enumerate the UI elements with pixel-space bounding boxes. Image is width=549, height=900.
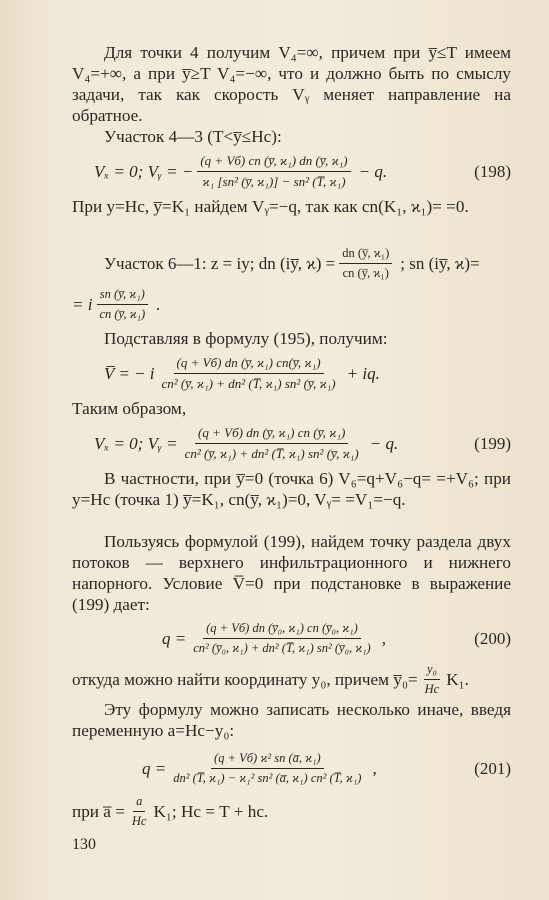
eq199-tail: − q.: [369, 433, 399, 453]
eq201-lhs: q =: [142, 758, 167, 778]
eq198-lhs: Vₓ = 0; Vᵧ = −: [94, 161, 194, 181]
equation-v-bar: [104, 355, 511, 392]
sn-continuation-end: .: [156, 294, 161, 314]
eqV-tail: + iq.: [346, 363, 380, 383]
section-heading-4-3: Участок 4—3 (T<y̅≤Hс):: [104, 127, 282, 146]
section-6-1-lead: Участок 6—1: z = iy; dn (iy̅, ϰ) =: [104, 253, 336, 273]
equation-201: [142, 751, 511, 786]
eq198-tail: − q.: [358, 161, 388, 181]
eq201-number: (201): [474, 758, 511, 778]
coordinate-end: K₁.: [446, 669, 469, 689]
eq201-fraction: [170, 751, 364, 786]
paragraph-coordinate: [72, 662, 511, 697]
eq199-lhs: Vₓ = 0; Vᵧ =: [94, 433, 178, 453]
eq201-numerator: (q + Vб) ϰ² sn (a̅, ϰ₁): [211, 751, 324, 769]
eqV-lhs: V̅ = − i: [104, 363, 155, 383]
dn-fraction-den: cn (y̅, ϰ₁): [342, 266, 389, 280]
eq198-denominator: ϰ₁ [sn² (y̅, ϰ₁)] − sn² (T̅, ϰ₁): [202, 174, 346, 189]
paragraph-point-4: Для точки 4 получим V₄=∞, причем при y̅≤T имеем V₄=+∞, а при y̅≥T V₄=−∞, что и должно быть по смыслу задачи, так как скорость Vᵧ меняет направление на обратное.: [72, 43, 511, 125]
eq198-numerator: (q + Vб) cn (y̅, ϰ₁) dn (y̅, ϰ₁): [197, 153, 350, 172]
equation-199: [94, 425, 511, 462]
paragraph-in-particular: В частности, при y̅=0 (точка 6) V₆=q+V₆−q= =+V₆; при y=Hс (точка 1) y̅=K₁, cn(y̅, ϰ₁)=0, Vᵧ= =V₁=−q.: [72, 469, 511, 509]
paragraph-at-hc: При y=Hс, y̅=K₁ найдем Vᵧ=−q, так как cn(K₁, ϰ₁)= =0.: [72, 197, 469, 216]
sn-continuation-lead: = i: [72, 294, 93, 314]
eq199-fraction: [182, 425, 362, 462]
eq200-lhs: q =: [162, 628, 187, 648]
paragraph-rewrite: Эту формулу можно записать несколько иначе, введя переменную a=Hс−y₀:: [72, 700, 511, 740]
eq201-denominator: dn² (T̅, ϰ₁) − ϰ₁² sn² (a̅, ϰ₁) cn² (T̅, ϰ₁): [173, 771, 362, 785]
section-6-1-equation: [72, 246, 511, 281]
y0-ratio: [422, 662, 443, 697]
equation-198: [94, 153, 511, 190]
eqV-fraction: [159, 355, 339, 392]
y0-ratio-den: Hс: [424, 682, 440, 696]
coordinate-text: откуда можно найти координату y₀, причем y̅₀=: [72, 669, 418, 689]
y0-ratio-num: y₀: [424, 662, 440, 680]
dn-fraction-num: dn (y̅, ϰ₁): [339, 246, 392, 264]
eq200-number: (200): [474, 628, 511, 648]
eq200-tail: ,: [381, 628, 386, 648]
where-a-text: при a̅ =: [72, 801, 125, 821]
paragraph-separation-point: Пользуясь формулой (199), найдем точку раздела двух потоков — верхнего инфильтрационного и нижнего напорного. Условие V̅=0 при подстановке в выражение (199) дает:: [72, 532, 511, 614]
sn-continuation: [72, 287, 511, 322]
equation-200: [162, 621, 511, 656]
eqV-denominator: cn² (y̅, ϰ₁) + dn² (T̅, ϰ₁) sn² (y̅, ϰ₁): [161, 376, 336, 391]
eq200-denominator: cn² (y̅₀, ϰ₁) + dn² (T̅, ϰ₁) sn² (y̅₀, ϰ₁): [193, 641, 371, 655]
a-ratio-num: a: [133, 794, 145, 812]
eqV-numerator: (q + Vб) dn (y̅, ϰ₁) cn(y̅, ϰ₁): [174, 355, 324, 374]
a-ratio: [129, 794, 150, 829]
eq200-numerator: (q + Vб) dn (y̅₀, ϰ₁) cn (y̅₀, ϰ₁): [203, 621, 361, 639]
eq198-number: (198): [474, 161, 511, 181]
paragraph-substitute: Подставляя в формулу (195), получим:: [104, 329, 388, 348]
a-ratio-den: Hс: [131, 814, 147, 828]
paragraph-thus: Таким образом,: [72, 399, 187, 418]
eq201-tail: ,: [372, 758, 377, 778]
section-6-1-mid: ; sn (iy̅, ϰ)=: [400, 253, 480, 273]
eq199-denominator: cn² (y̅, ϰ₁) + dn² (T̅, ϰ₁) sn² (y̅, ϰ₁): [184, 446, 359, 461]
dn-fraction: [339, 246, 392, 281]
where-a-end: K₁; Hс = T + hс.: [153, 801, 269, 821]
sn-fraction-den: cn (y̅, ϰ₁): [99, 307, 146, 321]
sn-fraction: [96, 287, 148, 322]
page-number: 130: [72, 836, 96, 853]
eq198-fraction: [197, 153, 350, 190]
sn-fraction-num: sn (y̅, ϰ₁): [97, 287, 148, 305]
eq200-fraction: [190, 621, 374, 656]
eq199-numerator: (q + Vб) dn (y̅, ϰ₁) cn (y̅, ϰ₁): [195, 425, 348, 444]
paragraph-where-a: [72, 794, 511, 829]
eq199-number: (199): [474, 433, 511, 453]
